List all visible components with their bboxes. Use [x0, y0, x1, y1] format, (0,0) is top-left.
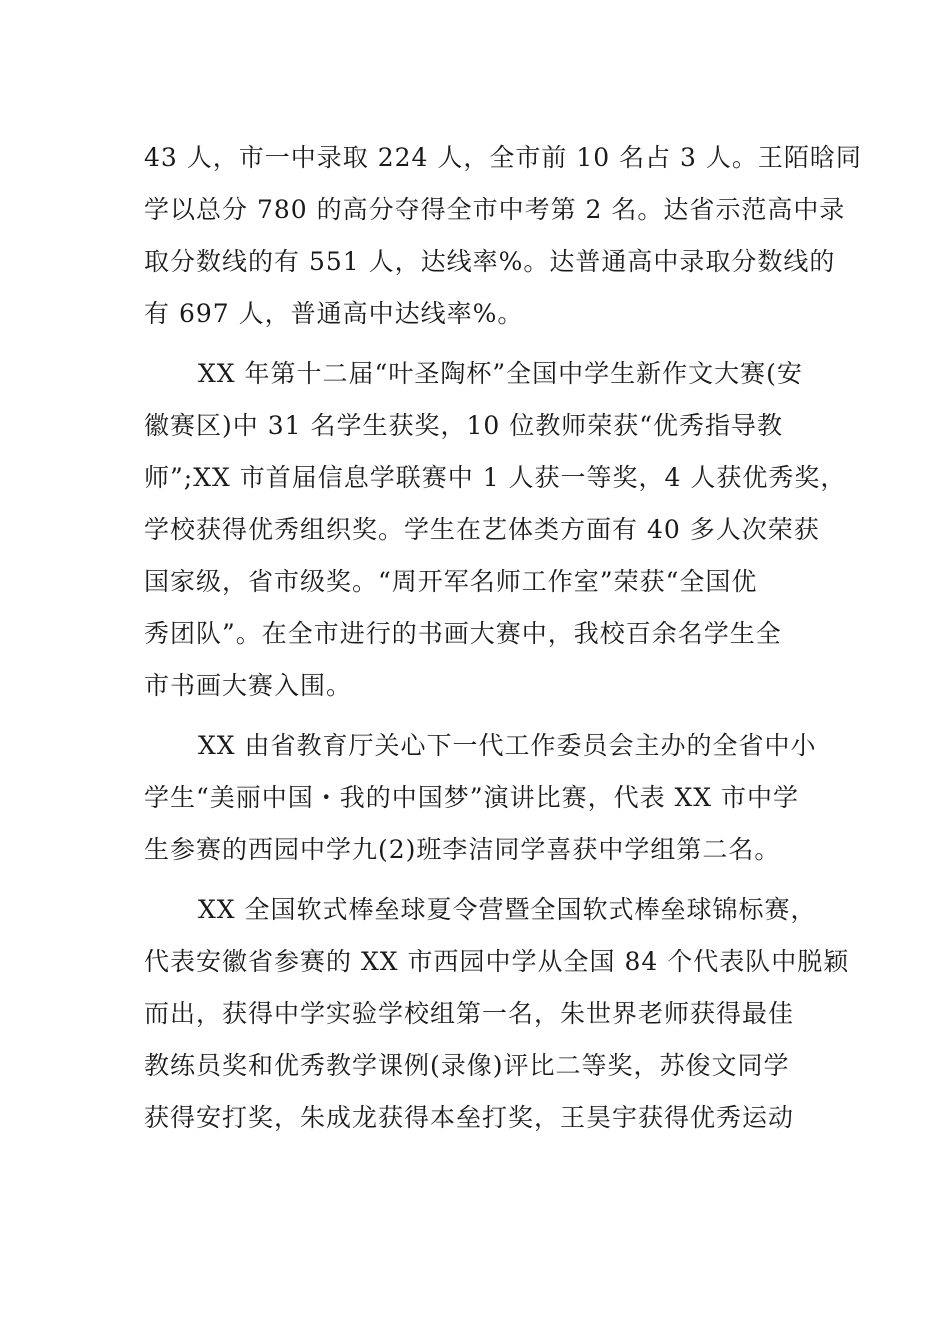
document-body [144, 132, 862, 1144]
paragraph-first-line: XX 全国软式棒垒球夏令营暨全国软式棒垒球锦标赛， [198, 895, 817, 924]
paragraph-first-line: XX 由省教育厅关心下一代工作委员会主办的全省中小 [198, 731, 817, 760]
text-line: 学以总分 780 的高分夺得全市中考第 2 名。达省示范高中录 [144, 195, 846, 224]
text-line: 代表安徽省参赛的 XX 市西园中学从全国 84 个代表队中脱颖 [144, 947, 850, 976]
text-line: 徽赛区)中 31 名学生获奖，10 位教师荣获“优秀指导教 [144, 411, 783, 440]
text-line: 而出，获得中学实验学校组第一名，朱世界老师获得最佳 [144, 999, 795, 1028]
text-line: 国家级，省市级奖。“周开军名师工作室”荣获“全国优 [144, 567, 758, 596]
text-line: 有 697 人，普通高中达线率%。 [144, 299, 524, 328]
text-line: 市书画大赛入围。 [144, 671, 353, 700]
text-line: 生参赛的西园中学九(2)班李洁同学喜获中学组第二名。 [144, 835, 781, 864]
paragraph-first-line: XX 年第十二届“叶圣陶杯”全国中学生新作文大赛(安 [198, 359, 803, 388]
text-line: 教练员奖和优秀教学课例(录像)评比二等奖，苏俊文同学 [144, 1051, 790, 1080]
text-line: 获得安打奖，朱成龙获得本垒打奖，王昊宇获得优秀运动 [144, 1103, 795, 1132]
text-line: 秀团队”。在全市进行的书画大赛中，我校百余名学生全 [144, 619, 782, 648]
text-line: 师”;XX 市首届信息学联赛中 1 人获一等奖，4 人获优秀奖， [144, 463, 847, 492]
text-line: 取分数线的有 551 人，达线率%。达普通高中录取分数线的 [144, 247, 836, 276]
text-line: 学校获得优秀组织奖。学生在艺体类方面有 40 多人次荣获 [144, 515, 820, 544]
text-line: 学生“美丽中国・我的中国梦”演讲比赛，代表 XX 市中学 [144, 783, 800, 812]
text-line: 43 人，市一中录取 224 人，全市前 10 名占 3 人。王陌晗同 [144, 143, 862, 172]
